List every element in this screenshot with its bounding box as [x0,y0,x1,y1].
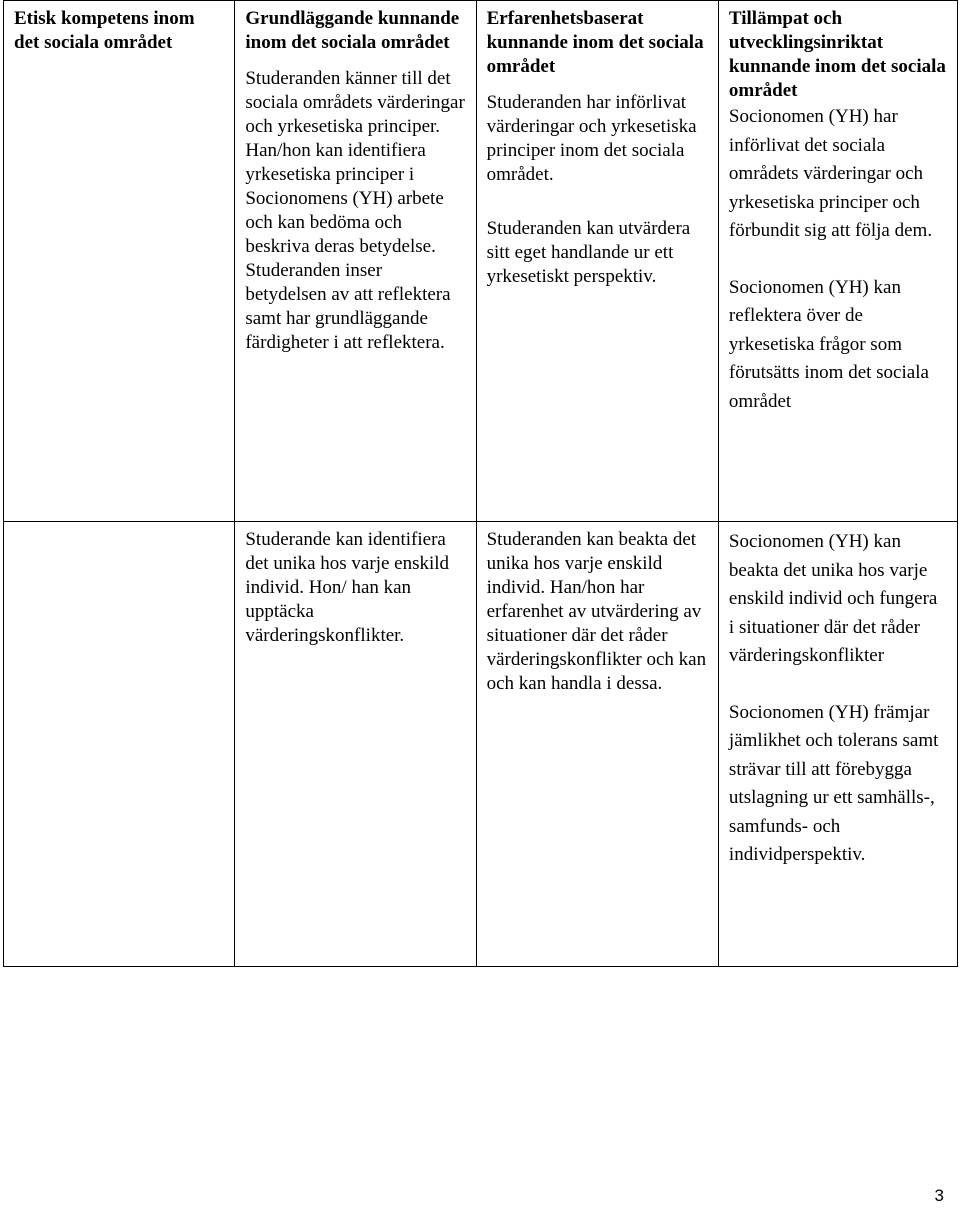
cell-paragraph: Socionomen (YH) främjar jämlikhet och tolerans samt strävar till att förebygga utslagning ur ett samhälls-, samfunds- och individperspektiv. [728,701,939,865]
column-heading-applied-knowledge: Tillämpat och utvecklingsinriktat kunnande inom det sociala området [728,8,946,101]
column-heading-ethical-competence: Etisk kompetens inom det sociala området [14,8,195,53]
cell-paragraph: Studeranden har införlivat värderingar och yrkesetiska principer inom det sociala området. [486,92,697,185]
cell-paragraph: Socionomen (YH) kan beakta det unika hos varje enskild individ och fungera i situationer där det råder värderingskonflikter [728,531,938,666]
table-cell [476,522,718,967]
cell-paragraph: Studeranden kan utvärdera sitt eget handlande ur ett yrkesetiskt perspektiv. [486,218,691,287]
page-number: 3 [934,1186,944,1205]
table-cell [4,522,235,967]
table-cell [235,522,476,967]
table-cell [235,1,476,522]
cell-paragraph: Studeranden kan beakta det unika hos varje enskild individ. Han/hon har erfarenhet av utvärdering av situationer där det råder värderingskonflikter och kan och kan handla i dessa. [486,529,707,694]
cell-paragraph: Studerande kan identifiera det unika hos varje enskild individ. Hon/ han kan upptäcka värderingskonflikter. [245,529,450,646]
cell-paragraph: Studeranden inser betydelsen av att reflektera samt har grundläggande färdigheter i att reflektera. [245,260,451,353]
table-cell [718,522,957,967]
column-heading-experience-based-knowledge: Erfarenhetsbaserat kunnande inom det sociala området [486,8,704,77]
table-row [4,522,958,967]
table-cell [4,1,235,522]
column-heading-basic-knowledge: Grundläggande kunnande inom det sociala området [245,8,460,53]
cell-paragraph: Studeranden känner till det sociala områdets värderingar och yrkesetiska principer. Han/hon kan identifiera yrkesetiska principer i Socionomens (YH) arbete och kan bedöma och beskriva deras betydelse. [245,68,465,257]
cell-paragraph: Socionomen (YH) kan reflektera över de yrkesetiska frågor som förutsätts inom det sociala området [728,276,929,412]
table-row [4,1,958,522]
cell-paragraph: Socionomen (YH) har införlivat det sociala områdets värderingar och yrkesetiska principer och förbundit sig att följa dem. [728,106,933,241]
table-cell [476,1,718,522]
competence-table [3,0,958,967]
table-cell [718,1,957,522]
